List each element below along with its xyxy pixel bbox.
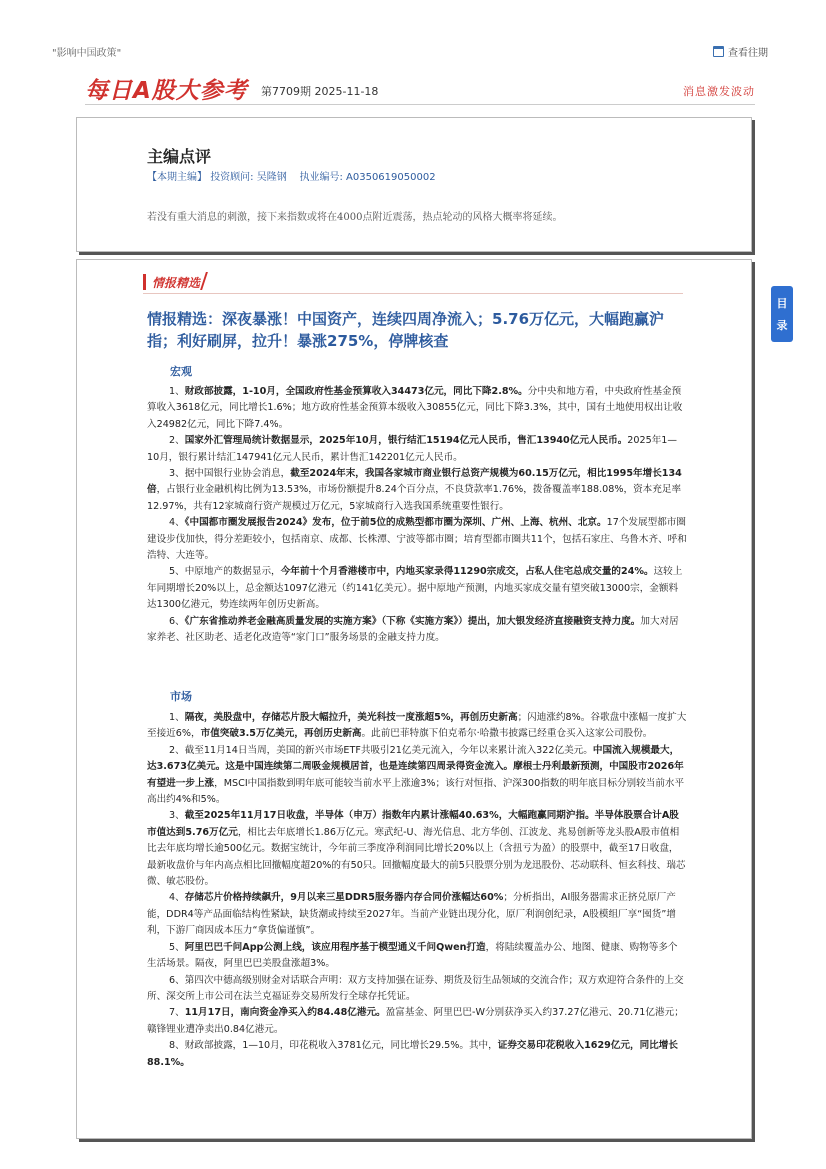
list-item <box>147 564 687 613</box>
item-text: ，MSCI中国指数到明年底可能较当前水平上涨逾3%；该行对恒指、沪深300指数的明年底目标分别较当前水平高出约4%和5%。 <box>147 777 685 806</box>
item-text: 盈富基金、阿里巴巴-W分别获净买入约37.27亿港元、20.71亿港元；赣锋锂业遭净卖出0.84亿港元。 <box>147 1007 684 1035</box>
item-text: 。此前巴菲特旗下伯克希尔·哈撒韦披露已经重仓买入这家公司股份。 <box>361 728 653 740</box>
masthead <box>85 72 755 112</box>
editor-title: 主编点评 <box>147 147 212 166</box>
list-item <box>147 614 687 647</box>
item-highlight: 市值突破3.5万亿美元，再创历史新高 <box>200 728 362 740</box>
macro-list <box>147 384 687 647</box>
item-text: ；分析指出，AI服务器需求正挤兑原厂产能，DDR4等产品面临结构性紧缺，缺货潮或持续至2027年。当前产业链出现分化，原厂利润创纪录，A股模组厂享“囤货”增利，下游厂商因成本压力“拿货偏谨慎”。 <box>147 892 676 937</box>
item-text: 加大对居家养老、社区助老、适老化改造等“家门口”服务场景的金融支持力度。 <box>147 615 679 644</box>
editor-license: 执业编号: A0350619050002 <box>299 172 436 183</box>
editor-advisor: 投资顾问: 吴隆钢 <box>210 172 287 183</box>
editor-comment: 若没有重大消息的刺激，接下来指数或将在4000点附近震荡，热点轮动的风格大概率将延续。 <box>147 212 563 223</box>
item-highlight: 今年前十个月香港楼市中，内地买家录得11290宗成交，占私人住宅总成交量的24%。 <box>280 566 654 578</box>
masthead-divider <box>85 104 755 105</box>
list-item <box>147 466 687 515</box>
list-item <box>147 743 687 809</box>
intel-panel <box>76 259 752 1139</box>
item-text: ；闪迪涨约8%。谷歌盘中涨幅一度扩大至接近6%， <box>147 712 687 740</box>
item-highlight: 存储芯片价格持续飙升，9月以来三星DDR5服务器内存合同价涨幅达60% <box>184 892 504 904</box>
history-link[interactable] <box>713 44 768 59</box>
item-text: 2、截至11月14日当周，美国的新兴市场ETF共吸引21亿美元流入，今年以来累计流入322亿美元。 <box>169 744 593 756</box>
issue-info: 第7709期 2025-11-18 <box>261 85 379 98</box>
item-text: ，相比去年底增长1.86万亿元。寒武纪-U、海光信息、北方华创、江波龙、兆易创新等龙头股A股市值相比去年底均增长逾500亿元。数据宝统计，今年前三季度净利润同比增长20%以上（含扭亏为盈）的股票中，截至17日收盘，最新收盘价与年内高点相比回撤幅度超20%的有50只。回撤幅度最大的前5只股票分别为龙迅股份、芯动联科、恒玄科技、瑞芯微、敏芯股份。 <box>147 826 686 888</box>
toc-tab-char1[interactable]: 目 <box>776 297 788 310</box>
item-highlight: 国家外汇管理局统计数据显示，2025年10月，银行结汇15194亿元人民币，售汇13940亿元人民币。 <box>184 435 628 447</box>
item-text: 3、 <box>169 810 185 822</box>
logo: 每日A股大参考 <box>85 78 248 104</box>
item-highlight: 11月17日，南向资金净买入约84.48亿港元。 <box>184 1007 386 1019</box>
editor-meta <box>147 168 436 183</box>
list-item <box>147 890 687 939</box>
item-text: 分中央和地方看，中央政府性基金预算收入3618亿元，同比增长1.6%；地方政府性基金预算本级收入30855亿元，同比下降3.3%，其中，国有土地使用权出让收入24982亿元，同比下降7.4%。 <box>147 386 683 430</box>
item-highlight: 《广东省推动养老金融高质量发展的实施方案》（下称《实施方案》）提出，加大银发经济直接融资支持力度。 <box>184 615 641 627</box>
editor-meta-tag: 【本期主编】 <box>147 172 207 183</box>
item-text: 8、财政部披露，1—10月，印花税收入3781亿元，同比增长29.5%。其中， <box>169 1040 498 1052</box>
list-item <box>147 384 687 433</box>
item-highlight: 《中国都市圈发展报告2024》发布，位于前5位的成熟型都市圈为深圳、广州、上海、杭州、北京。 <box>184 517 607 529</box>
item-highlight: 财政部披露，1-10月，全国政府性基金预算收入34473亿元，同比下降2.8%。 <box>184 386 528 397</box>
item-text: 6、第四次中德高级别财金对话联合声明：双方支持加强在证券、期货及衍生品领域的交流合作；双方欢迎符合条件的上交所、深交所上市公司在法兰克福证券交易所发行全球存托凭证。 <box>147 974 684 1002</box>
item-highlight: 中国流入规模最大，达3.673亿美元。这是中国连续第二周吸金规模居首，也是连续第四周录得资金流入。摩根士丹利最新预测，中国股市2026年有望进一步上涨 <box>147 744 684 789</box>
list-item <box>147 973 687 1006</box>
item-text: 2、 <box>169 435 185 447</box>
list-item <box>147 1005 687 1038</box>
item-text: 2025年1—10月，银行累计结汇147941亿元人民币，累计售汇142201亿元人民币。 <box>147 435 678 463</box>
list-item <box>147 433 687 466</box>
item-text: 1、 <box>169 386 185 397</box>
item-text: 5、中原地产的数据显示， <box>169 566 281 578</box>
slogan: 消息激发波动 <box>683 85 755 98</box>
item-text: 17个发展型都市圈建设步伐加快，得分差距较小，包括南京、成都、长株潭、宁波等都市圈；培育型都市圈共11个，包括石家庄、乌鲁木齐、呼和浩特、大连等。 <box>147 517 687 562</box>
toc-tab-char2[interactable]: 录 <box>776 319 788 332</box>
macro-title: 宏观 <box>170 365 192 378</box>
list-item <box>147 808 687 890</box>
section-slash <box>200 272 208 290</box>
item-text: 7、 <box>169 1007 185 1019</box>
item-text: 这较上年同期增长20%以上，总金额达1097亿港元（约141亿美元）。据中原地产预测，内地买家成交量有望突破13000宗，金额料达1300亿港元，势连续两年创历史新高。 <box>147 566 683 611</box>
item-text: ，占银行业金融机构比例为13.53%，市场份额提升8.24个百分点，不良贷款率1.76%，拨备覆盖率188.08%，资本充足率12.97%，共有12家城商行资产规模过万亿元，5家城商行入选我国系统重要性银行。 <box>147 484 682 512</box>
item-text: 6、 <box>169 615 185 627</box>
list-item <box>147 710 687 743</box>
item-highlight: 阿里巴巴千问App公测上线，该应用程序基于模型通义千问Qwen打造 <box>184 941 486 953</box>
editor-panel <box>76 117 752 252</box>
list-item <box>147 515 687 564</box>
section-label: 情报精选 <box>152 276 201 290</box>
item-text: 4、 <box>169 517 185 529</box>
section-bar <box>143 274 146 290</box>
list-item <box>147 940 687 973</box>
item-text: ，将陆续覆盖办公、地图、健康、购物等多个生活场景。隔夜，阿里巴巴美股盘涨超3%。 <box>147 941 678 970</box>
market-list <box>147 710 687 1071</box>
section-header <box>143 272 683 294</box>
calendar-icon <box>713 46 724 57</box>
top-note: "影响中国政策" <box>52 48 122 59</box>
item-highlight: 隔夜，美股盘中，存储芯片股大幅拉升，美光科技一度涨超5%，再创历史新高 <box>184 712 518 723</box>
item-text: 4、 <box>169 892 185 904</box>
item-highlight: 证券交易印花税收入1629亿元，同比增长88.1%。 <box>147 1040 678 1068</box>
item-text: 5、 <box>169 941 185 953</box>
item-text: 3、据中国银行业协会消息， <box>169 468 291 480</box>
list-item <box>147 1038 687 1071</box>
toc-tab[interactable] <box>771 286 793 342</box>
headline: 情报精选：深夜暴涨！中国资产，连续四周净流入；5.76万亿元，大幅跑赢沪指；利好刷屏，拉升！暴涨275%，停牌核查 <box>147 310 665 350</box>
item-highlight: 截至2024年末，我国各家城市商业银行总资产规模为60.15万亿元，相比1995年增长134倍 <box>147 468 682 496</box>
item-text: 1、 <box>169 712 185 723</box>
history-link-label[interactable]: 查看往期 <box>728 48 768 59</box>
item-highlight: 截至2025年11月17日收盘，半导体（申万）指数年内累计涨幅40.63%，大幅跑赢同期沪指。半导体股票合计A股市值达到5.76万亿元 <box>147 810 679 838</box>
market-title: 市场 <box>170 690 192 703</box>
